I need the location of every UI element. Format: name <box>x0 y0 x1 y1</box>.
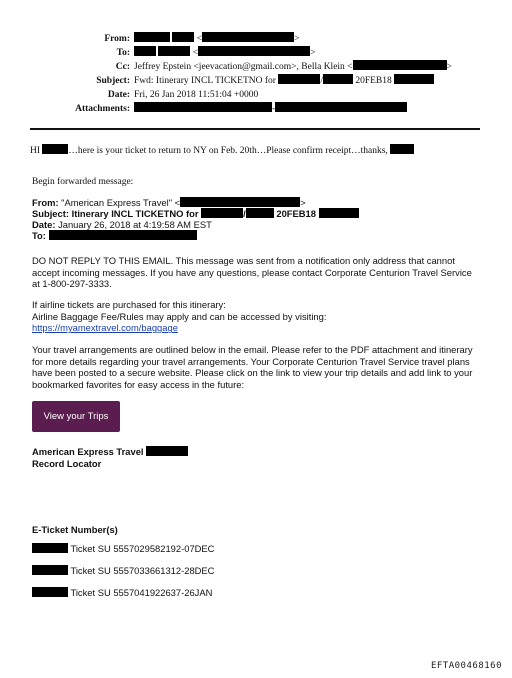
record-locator-line-2: Record Locator <box>32 457 102 469</box>
forwarded-date-row <box>32 219 212 230</box>
ticket-row <box>32 565 214 576</box>
forwarded-date-label: Date: <box>32 219 56 230</box>
forwarded-subject-text: Itinerary INCL TICKETNO for <box>71 208 199 219</box>
forwarded-from-gt: > <box>300 197 306 208</box>
record-locator-agency: American Express Travel <box>32 446 144 457</box>
forwarded-from-row <box>32 197 306 208</box>
header-from-lt: < <box>196 34 203 44</box>
redaction-box <box>353 60 447 70</box>
header-divider <box>30 128 480 130</box>
forwarded-date-value: January 26, 2018 at 4:19:58 AM EST <box>58 219 212 230</box>
record-locator-line-1 <box>32 446 188 458</box>
redaction-box <box>201 208 243 218</box>
redaction-box <box>319 208 359 218</box>
baggage-line-1: If airline tickets are purchased for this itinerary: <box>32 299 226 310</box>
header-to-label: To: <box>116 48 130 58</box>
redaction-box <box>394 74 434 84</box>
baggage-section <box>32 299 482 334</box>
document-id: EFTA00468160 <box>430 661 502 671</box>
view-trips-button[interactable]: View your Trips <box>32 401 120 432</box>
baggage-line-2: Airline Baggage Fee/Rules may apply and can be accessed by visiting: <box>32 310 327 322</box>
header-date-value: Fri, 26 Jan 2018 11:51:04 +0000 <box>134 90 259 100</box>
redaction-box <box>180 197 300 207</box>
redaction-box <box>278 74 320 84</box>
header-subject-date: 20FEB18 <box>355 76 392 86</box>
forwarded-heading: Begin forwarded message: <box>32 177 134 187</box>
forwarded-subject-sep: / <box>243 208 246 219</box>
redaction-box <box>246 208 274 218</box>
header-subject-label: Subject: <box>96 76 130 86</box>
redaction-box <box>323 74 353 84</box>
header-attachments-sep: - <box>272 104 276 114</box>
header-cc-text: Jeffrey Epstein <jeevacation@gmail.com>, Bella Klein < <box>134 62 353 72</box>
header-to-gt: > <box>310 48 316 58</box>
redaction-box <box>172 32 194 42</box>
redaction-box <box>134 32 170 42</box>
redaction-box <box>134 46 156 56</box>
header-attachments-label: Attachments: <box>75 104 130 114</box>
record-locator-block <box>32 446 188 469</box>
header-to-lt: < <box>192 48 199 58</box>
redaction-box <box>32 587 68 597</box>
redaction-box <box>146 446 188 456</box>
header-cc-gt: > <box>446 62 452 72</box>
redaction-box <box>42 144 68 154</box>
forwarded-subject-row <box>32 208 359 219</box>
no-reply-notice: DO NOT REPLY TO THIS EMAIL. This message was sent from a notification only address that cannot accept incoming messages. If you have any questions, please contact Corporate Centurion Travel Service at 1-800-297-3333. <box>32 255 472 290</box>
arrangements-paragraph: Your travel arrangements are outlined below in the email. Please refer to the PDF attachment and itinerary for more details regarding your travel arrangements. Your Corporate Centurion Travel Service travel plans have been posted to a secure website. Please click on the link to view your trip details and add link to your bookmarked favorites for easy access in the future: <box>32 344 473 390</box>
header-from-gt: > <box>294 34 300 44</box>
header-from-label: From: <box>104 34 130 44</box>
redaction-box <box>134 102 272 112</box>
header-attachments-value <box>134 102 407 116</box>
header-subject-sep: / <box>320 76 323 86</box>
ticket-number: Ticket SU 5557041922637-26JAN <box>70 587 213 598</box>
redaction-box <box>202 32 294 42</box>
header-date-label: Date: <box>107 90 130 100</box>
header-from-value <box>134 32 299 46</box>
header-subject-text: Fwd: Itinerary INCL TICKETNO for <box>134 76 276 86</box>
redaction-box <box>32 565 68 575</box>
forwarded-subject-date: 20FEB18 <box>276 208 316 219</box>
redaction-box <box>32 543 68 553</box>
ticket-number: Ticket SU 5557029582192-07DEC <box>70 543 215 554</box>
forwarded-to-row <box>32 230 197 241</box>
intro-line <box>30 144 414 156</box>
eticket-heading: E-Ticket Number(s) <box>32 524 118 535</box>
forwarded-from-label: From: <box>32 197 59 208</box>
redaction-box <box>49 230 197 240</box>
ticket-number: Ticket SU 5557033661312-28DEC <box>70 565 215 576</box>
ticket-row <box>32 543 214 554</box>
forwarded-from-value: "American Express Travel" < <box>61 197 181 208</box>
redaction-box <box>275 102 407 112</box>
header-to-value <box>134 46 315 60</box>
header-subject-value <box>134 74 434 88</box>
redaction-box <box>390 144 414 154</box>
forwarded-subject-label: Subject: <box>32 208 69 219</box>
header-cc-value <box>134 60 452 74</box>
header-cc-label: Cc: <box>115 62 130 72</box>
intro-message: …here is your ticket to return to NY on Feb. 20th…Please confirm receipt…thanks, <box>68 146 388 156</box>
redaction-box <box>158 46 190 56</box>
forwarded-to-label: To: <box>32 230 46 241</box>
intro-hi: HI <box>30 146 41 156</box>
redaction-box <box>198 46 310 56</box>
ticket-row <box>32 587 212 598</box>
baggage-link[interactable]: https://myamextravel.com/baggage <box>32 322 178 334</box>
